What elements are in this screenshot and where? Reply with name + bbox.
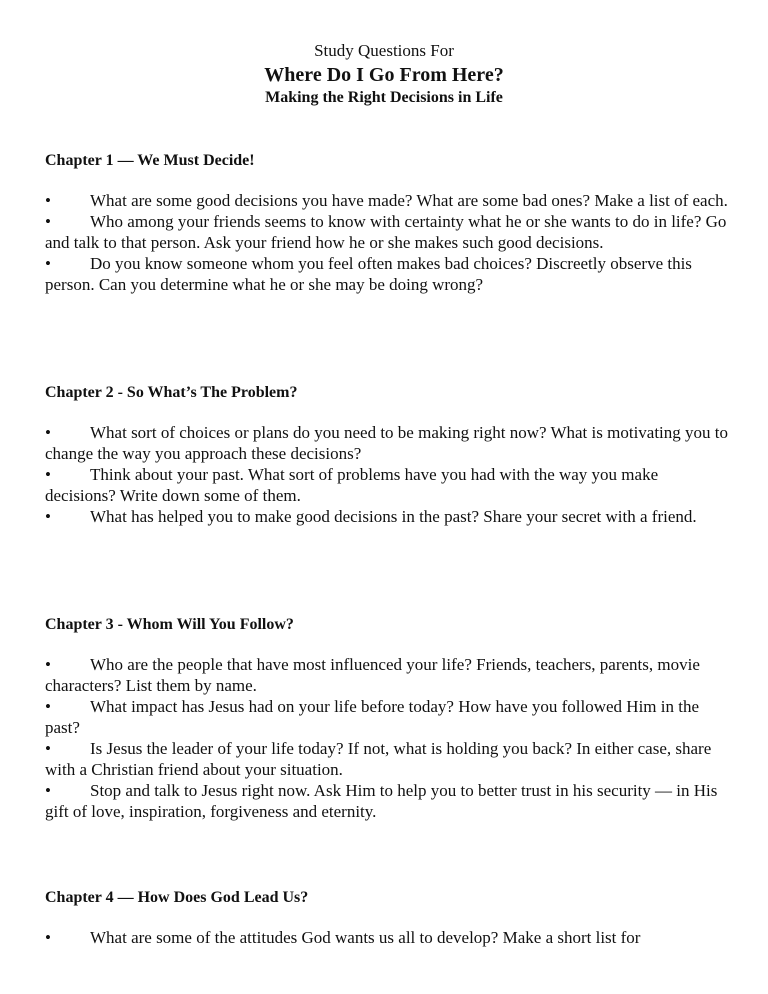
question-text: What are some good decisions you have made? What are some bad ones? Make a list of each. [90,191,728,210]
question-item [45,211,730,253]
bullet-icon: • [45,655,51,674]
chapter-1-section [45,150,730,295]
document-title: Where Do I Go From Here? [264,64,504,86]
bullet-icon: • [45,465,51,484]
question-item [45,253,730,295]
chapter-2-heading: Chapter 2 - So What’s The Problem? [45,384,298,401]
question-item [45,506,730,527]
question-item [45,696,730,738]
document-tagline: Making the Right Decisions in Life [265,89,503,106]
question-item [45,654,730,696]
question-text: What impact has Jesus had on your life before today? How have you followed Him in the past? [45,697,700,737]
bullet-icon: • [45,254,51,273]
bullet-icon: • [45,781,51,800]
bullet-icon: • [45,191,51,210]
chapter-2-questions [45,422,730,527]
bullet-icon: • [45,697,51,716]
question-item [45,927,730,948]
question-item [45,738,730,780]
chapter-4-section [45,887,730,948]
question-item [45,464,730,506]
chapter-2-section [45,382,730,527]
bullet-icon: • [45,507,51,526]
question-item [45,422,730,464]
question-text: What has helped you to make good decisions in the past? Share your secret with a friend. [90,507,697,526]
question-text: Who are the people that have most influenced your life? Friends, teachers, parents, movie characters? List them by name. [45,655,700,695]
question-text: Is Jesus the leader of your life today? If not, what is holding you back? In either case, share with a Christian friend about your situation. [45,739,712,779]
question-text: Do you know someone whom you feel often makes bad choices? Discreetly observe this person. Can you determine what he or she may be doing wrong? [45,254,692,294]
question-item [45,190,730,211]
document-subtitle: Study Questions For [314,41,454,60]
chapter-3-heading: Chapter 3 - Whom Will You Follow? [45,616,294,633]
question-item [45,780,730,822]
bullet-icon: • [45,423,51,442]
chapter-4-questions [45,927,730,948]
document-header [0,40,768,108]
chapter-3-section [45,614,730,822]
bullet-icon: • [45,212,51,231]
chapter-1-heading: Chapter 1 — We Must Decide! [45,152,255,169]
chapter-4-heading: Chapter 4 — How Does God Lead Us? [45,889,309,906]
chapter-3-questions [45,654,730,822]
question-text: What are some of the attitudes God wants us all to develop? Make a short list for [90,928,641,947]
question-text: Who among your friends seems to know with certainty what he or she wants to do in life? Go and talk to that person. Ask your friend how he or she makes such good decisions. [45,212,727,252]
bullet-icon: • [45,928,51,947]
question-text: Think about your past. What sort of problems have you had with the way you make decisions? Write down some of them. [45,465,659,505]
question-text: Stop and talk to Jesus right now. Ask Him to help you to better trust in his security — in His gift of love, inspiration, forgiveness and eternity. [45,781,718,821]
bullet-icon: • [45,739,51,758]
question-text: What sort of choices or plans do you need to be making right now? What is motivating you to change the way you approach these decisions? [45,423,729,463]
chapter-1-questions [45,190,730,295]
